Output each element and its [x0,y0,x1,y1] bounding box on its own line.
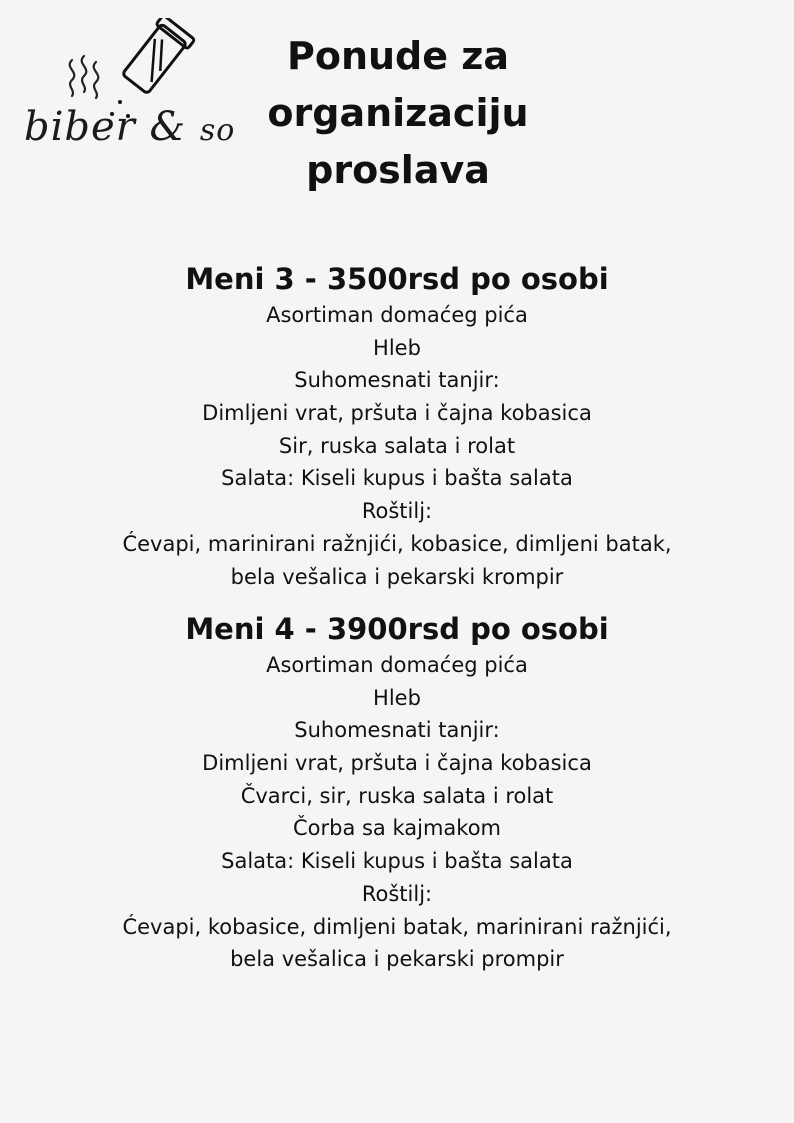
menu-item: Hleb [373,685,421,710]
menu-item: Asortiman domaćeg pića [266,653,528,677]
menu-item: Dimljeni vrat, pršuta i čajna kobasica [202,401,592,426]
menu-item: Dimljeni vrat, pršuta i čajna kobasica [202,751,592,776]
menu-4-section [0,609,794,976]
title-line: Ponude za [286,34,510,78]
title-line: organizaciju [267,91,529,135]
menu-item: bela vešalica i pekarski prompir [230,947,564,972]
menu-item: Asortiman domaćeg pića [266,303,528,327]
menu-item: Roštilj: [361,881,433,906]
menu-item: Sir, ruska salata i rolat [278,433,516,458]
logo-wordmark [24,104,235,150]
menu-3-section [0,259,794,593]
menu-item: Suhomesnati tanjir: [294,368,500,393]
menu-item: Salata: Kiseli kupus i bašta salata [221,849,573,874]
menu-heading: Meni 4 - 3900rsd po osobi [185,612,609,646]
menu-item: Čorba sa kajmakom [292,816,502,841]
title-line: proslava [306,148,490,192]
menu-item: Ćevapi, marinirani ražnjići, kobasice, dimljeni batak, [122,531,672,556]
menu-item: Čvarci, sir, ruska salata i rolat [240,783,554,808]
menu-item: Roštilj: [361,499,433,524]
menu-heading: Meni 3 - 3500rsd po osobi [185,262,609,296]
menu-item: Salata: Kiseli kupus i bašta salata [221,466,573,491]
brand-logo [20,18,236,168]
page-title [260,28,536,199]
menu-item: Suhomesnati tanjir: [294,718,500,743]
logo-text-main: biber & [24,104,200,150]
menu-item: bela vešalica i pekarski krompir [230,564,564,589]
logo-text-so: so [199,113,236,148]
menu-item: Hleb [373,335,421,360]
menu-item: Ćevapi, kobasice, dimljeni batak, marinirani ražnjići, [122,914,672,939]
